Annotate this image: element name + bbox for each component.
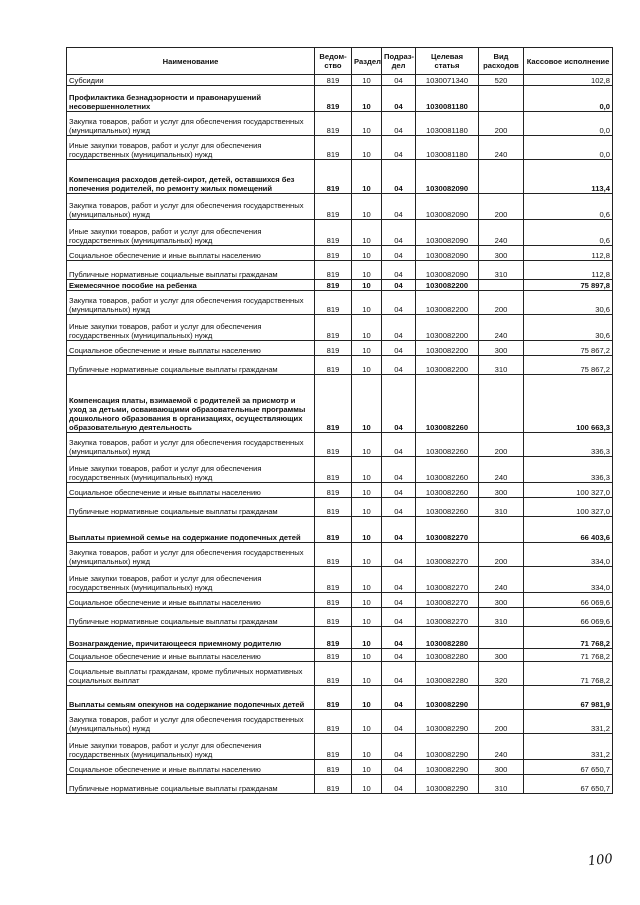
table-cell-name: Иные закупки товаров, работ и услуг для обеспечения государственных (муниципальных) нужд [67,457,315,483]
table-cell-vid: 200 [479,543,524,567]
table-cell-amount: 75 867,2 [524,341,613,356]
table-cell-name: Компенсация платы, взимаемой с родителей за присмотр и уход за детьми, осваивающими образовательные программы дошкольного образования в организациях, осуществляющих образовательную деятельность [67,375,315,433]
table-cell-target: 1030082270 [416,517,479,543]
table-row [67,517,613,543]
table-cell-amount: 331,2 [524,734,613,760]
table-cell-razdel: 10 [352,375,382,433]
table-cell-razdel: 10 [352,136,382,160]
table-row [67,220,613,246]
table-row [67,261,613,280]
table-cell-razdel: 10 [352,734,382,760]
table-cell-vedom: 819 [315,686,352,710]
table-cell-razdel: 10 [352,433,382,457]
table-cell-podrazdel: 04 [382,760,416,775]
table-cell-amount: 102,8 [524,75,613,86]
table-cell-vedom: 819 [315,627,352,649]
table-cell-podrazdel: 04 [382,291,416,315]
table-cell-name: Социальное обеспечение и иные выплаты населению [67,483,315,498]
table-cell-razdel: 10 [352,483,382,498]
table-cell-name: Социальное обеспечение и иные выплаты населению [67,246,315,261]
header-target: Целевая статья [416,48,479,75]
table-cell-podrazdel: 04 [382,457,416,483]
table-cell-podrazdel: 04 [382,498,416,517]
table-cell-target: 1030082280 [416,627,479,649]
table-cell-vedom: 819 [315,136,352,160]
table-cell-name: Закупка товаров, работ и услуг для обеспечения государственных (муниципальных) нужд [67,433,315,457]
table-cell-podrazdel: 04 [382,627,416,649]
table-cell-vid: 310 [479,498,524,517]
table-cell-target: 1030082090 [416,194,479,220]
table-cell-podrazdel: 04 [382,341,416,356]
table-cell-name: Вознаграждение, причитающееся приемному родителю [67,627,315,649]
table-cell-podrazdel: 04 [382,649,416,662]
table-cell-vedom: 819 [315,498,352,517]
table-cell-razdel: 10 [352,760,382,775]
table-cell-vid [479,160,524,194]
table-cell-name: Социальное обеспечение и иные выплаты населению [67,649,315,662]
table-cell-vedom: 819 [315,567,352,593]
table-cell-target: 1030082270 [416,567,479,593]
table-cell-podrazdel: 04 [382,375,416,433]
table-cell-amount: 67 650,7 [524,760,613,775]
table-cell-target: 1030082280 [416,649,479,662]
table-cell-razdel: 10 [352,593,382,608]
page-number: 100 [587,851,614,870]
table-cell-razdel: 10 [352,246,382,261]
table-cell-amount: 71 768,2 [524,662,613,686]
table-cell-vedom: 819 [315,280,352,291]
table-cell-razdel: 10 [352,517,382,543]
table-cell-target: 1030082290 [416,734,479,760]
table-cell-vid: 300 [479,483,524,498]
table-row [67,433,613,457]
table-cell-name: Социальное обеспечение и иные выплаты населению [67,760,315,775]
table-header-row [67,48,613,75]
table-cell-razdel: 10 [352,775,382,794]
table-cell-razdel: 10 [352,220,382,246]
table-cell-razdel: 10 [352,356,382,375]
table-cell-target: 1030082260 [416,498,479,517]
table-cell-name: Закупка товаров, работ и услуг для обеспечения государственных (муниципальных) нужд [67,112,315,136]
table-cell-razdel: 10 [352,662,382,686]
table-cell-amount: 0,6 [524,220,613,246]
table-cell-vid: 240 [479,734,524,760]
table-cell-amount: 67 981,9 [524,686,613,710]
table-cell-podrazdel: 04 [382,315,416,341]
table-cell-amount: 75 867,2 [524,356,613,375]
table-cell-razdel: 10 [352,112,382,136]
table-cell-amount: 100 663,3 [524,375,613,433]
table-cell-name: Иные закупки товаров, работ и услуг для обеспечения государственных (муниципальных) нужд [67,136,315,160]
table-cell-vid: 520 [479,75,524,86]
table-cell-name: Закупка товаров, работ и услуг для обеспечения государственных (муниципальных) нужд [67,710,315,734]
table-cell-amount: 0,0 [524,112,613,136]
table-cell-target: 1030082270 [416,593,479,608]
table-cell-vedom: 819 [315,483,352,498]
table-cell-vedom: 819 [315,760,352,775]
table-cell-razdel: 10 [352,649,382,662]
table-cell-target: 1030082290 [416,686,479,710]
table-cell-name: Выплаты семьям опекунов на содержание подопечных детей [67,686,315,710]
table-cell-amount: 71 768,2 [524,649,613,662]
table-cell-podrazdel: 04 [382,686,416,710]
table-cell-amount: 112,8 [524,261,613,280]
table-cell-target: 1030082090 [416,261,479,280]
table-cell-target: 1030082270 [416,608,479,627]
table-cell-name: Публичные нормативные социальные выплаты гражданам [67,356,315,375]
table-row [67,760,613,775]
table-cell-target: 1030082260 [416,375,479,433]
header-name: Наименование [67,48,315,75]
table-cell-target: 1030082200 [416,341,479,356]
table-cell-vid [479,686,524,710]
table-cell-vid: 240 [479,567,524,593]
table-cell-vedom: 819 [315,593,352,608]
table-row [67,543,613,567]
table-cell-amount: 30,6 [524,291,613,315]
table-row [67,662,613,686]
table-row [67,136,613,160]
table-cell-amount: 336,3 [524,433,613,457]
table-cell-podrazdel: 04 [382,662,416,686]
table-cell-vedom: 819 [315,517,352,543]
table-cell-podrazdel: 04 [382,734,416,760]
table-cell-razdel: 10 [352,498,382,517]
table-cell-target: 1030082090 [416,220,479,246]
header-kassa: Кассовое исполнение [524,48,613,75]
table-cell-podrazdel: 04 [382,710,416,734]
table-cell-vedom: 819 [315,220,352,246]
table-cell-vedom: 819 [315,246,352,261]
table-cell-vid: 240 [479,315,524,341]
table-cell-name: Публичные нормативные социальные выплаты гражданам [67,498,315,517]
table-cell-amount: 71 768,2 [524,627,613,649]
header-vid: Вид расходов [479,48,524,75]
table-cell-vid: 300 [479,246,524,261]
table-row [67,593,613,608]
table-row [67,686,613,710]
table-cell-name: Закупка товаров, работ и услуг для обеспечения государственных (муниципальных) нужд [67,194,315,220]
table-cell-podrazdel: 04 [382,246,416,261]
table-cell-target: 1030082280 [416,662,479,686]
table-cell-amount: 331,2 [524,710,613,734]
table-row [67,710,613,734]
table-cell-razdel: 10 [352,160,382,194]
table-row [67,280,613,291]
table-cell-podrazdel: 04 [382,593,416,608]
table-cell-razdel: 10 [352,457,382,483]
table-cell-vid: 240 [479,457,524,483]
table-cell-razdel: 10 [352,315,382,341]
table-row [67,775,613,794]
table-cell-razdel: 10 [352,608,382,627]
table-cell-vid: 300 [479,649,524,662]
table-row [67,75,613,86]
budget-table-sheet [66,47,612,794]
budget-table [66,47,613,794]
table-cell-target: 1030082290 [416,710,479,734]
table-cell-target: 1030081180 [416,112,479,136]
table-cell-target: 1030082270 [416,543,479,567]
table-row [67,341,613,356]
table-cell-amount: 0,0 [524,136,613,160]
table-cell-vedom: 819 [315,261,352,280]
table-cell-target: 1030081180 [416,86,479,112]
table-cell-podrazdel: 04 [382,608,416,627]
header-vedom: Ведом-ство [315,48,352,75]
table-cell-vid: 200 [479,291,524,315]
table-cell-target: 1030082290 [416,775,479,794]
table-cell-vedom: 819 [315,315,352,341]
table-cell-vedom: 819 [315,356,352,375]
table-cell-amount: 112,8 [524,246,613,261]
table-cell-podrazdel: 04 [382,775,416,794]
table-cell-name: Публичные нормативные социальные выплаты гражданам [67,261,315,280]
table-row [67,498,613,517]
table-cell-vid: 200 [479,710,524,734]
table-cell-podrazdel: 04 [382,543,416,567]
table-cell-target: 1030082200 [416,280,479,291]
table-cell-vid: 310 [479,775,524,794]
table-cell-name: Социальное обеспечение и иные выплаты населению [67,341,315,356]
table-cell-amount: 66 069,6 [524,593,613,608]
table-cell-vid [479,86,524,112]
table-cell-vedom: 819 [315,649,352,662]
table-cell-amount: 0,0 [524,86,613,112]
table-cell-vid: 200 [479,433,524,457]
table-cell-vedom: 819 [315,608,352,627]
table-cell-target: 1030082260 [416,433,479,457]
table-cell-vid: 320 [479,662,524,686]
table-cell-vid: 200 [479,194,524,220]
table-cell-target: 1030082200 [416,291,479,315]
table-cell-amount: 113,4 [524,160,613,194]
table-row [67,734,613,760]
table-cell-name: Выплаты приемной семье на содержание подопечных детей [67,517,315,543]
table-row [67,375,613,433]
table-cell-vid: 240 [479,220,524,246]
table-cell-vid [479,375,524,433]
table-cell-razdel: 10 [352,75,382,86]
table-cell-target: 1030082200 [416,315,479,341]
table-cell-name: Публичные нормативные социальные выплаты гражданам [67,775,315,794]
table-cell-razdel: 10 [352,194,382,220]
table-cell-vid: 300 [479,593,524,608]
table-cell-amount: 100 327,0 [524,483,613,498]
table-row [67,356,613,375]
table-cell-target: 1030081180 [416,136,479,160]
table-cell-vedom: 819 [315,75,352,86]
table-cell-vid: 310 [479,261,524,280]
table-cell-podrazdel: 04 [382,517,416,543]
table-cell-target: 1030082090 [416,160,479,194]
header-razdel: Раздел [352,48,382,75]
table-cell-amount: 0,6 [524,194,613,220]
table-cell-razdel: 10 [352,710,382,734]
table-cell-podrazdel: 04 [382,280,416,291]
table-cell-podrazdel: 04 [382,220,416,246]
table-cell-amount: 334,0 [524,567,613,593]
table-cell-name: Ежемесячное пособие на ребенка [67,280,315,291]
table-cell-podrazdel: 04 [382,194,416,220]
table-cell-amount: 30,6 [524,315,613,341]
table-row [67,112,613,136]
table-cell-vid: 310 [479,356,524,375]
table-cell-razdel: 10 [352,86,382,112]
table-cell-vedom: 819 [315,341,352,356]
header-podrazdel: Подраз-дел [382,48,416,75]
table-cell-vedom: 819 [315,291,352,315]
table-row [67,627,613,649]
table-cell-name: Иные закупки товаров, работ и услуг для обеспечения государственных (муниципальных) нужд [67,315,315,341]
table-cell-podrazdel: 04 [382,75,416,86]
table-cell-name: Иные закупки товаров, работ и услуг для обеспечения государственных (муниципальных) нужд [67,734,315,760]
table-row [67,567,613,593]
table-cell-name: Субсидии [67,75,315,86]
table-cell-vid: 310 [479,608,524,627]
table-cell-razdel: 10 [352,280,382,291]
table-cell-podrazdel: 04 [382,356,416,375]
table-cell-razdel: 10 [352,627,382,649]
table-cell-vedom: 819 [315,662,352,686]
table-cell-target: 1030082290 [416,760,479,775]
table-row [67,194,613,220]
table-cell-vid: 300 [479,341,524,356]
table-cell-amount: 336,3 [524,457,613,483]
table-cell-target: 1030082260 [416,457,479,483]
table-cell-vedom: 819 [315,457,352,483]
table-row [67,483,613,498]
table-cell-vid: 240 [479,136,524,160]
table-cell-vedom: 819 [315,543,352,567]
table-cell-vid [479,517,524,543]
table-cell-name: Закупка товаров, работ и услуг для обеспечения государственных (муниципальных) нужд [67,543,315,567]
table-cell-vedom: 819 [315,775,352,794]
table-cell-podrazdel: 04 [382,86,416,112]
table-cell-name: Иные закупки товаров, работ и услуг для обеспечения государственных (муниципальных) нужд [67,567,315,593]
table-cell-name: Социальное обеспечение и иные выплаты населению [67,593,315,608]
table-cell-vid [479,627,524,649]
table-cell-vedom: 819 [315,375,352,433]
table-cell-name: Компенсация расходов детей-сирот, детей, оставшихся без попечения родителей, по ремонту жилых помещений [67,160,315,194]
table-cell-amount: 67 650,7 [524,775,613,794]
table-cell-podrazdel: 04 [382,136,416,160]
table-cell-razdel: 10 [352,543,382,567]
table-cell-vid: 200 [479,112,524,136]
table-row [67,246,613,261]
table-cell-razdel: 10 [352,341,382,356]
table-cell-vedom: 819 [315,433,352,457]
table-body [67,75,613,794]
table-cell-podrazdel: 04 [382,567,416,593]
table-cell-vedom: 819 [315,86,352,112]
table-row [67,291,613,315]
table-cell-vedom: 819 [315,160,352,194]
table-cell-amount: 66 069,6 [524,608,613,627]
table-cell-podrazdel: 04 [382,160,416,194]
table-row [67,608,613,627]
table-cell-vedom: 819 [315,112,352,136]
table-cell-target: 1030082090 [416,246,479,261]
table-cell-name: Публичные нормативные социальные выплаты гражданам [67,608,315,627]
table-cell-vedom: 819 [315,194,352,220]
table-cell-razdel: 10 [352,291,382,315]
table-cell-podrazdel: 04 [382,261,416,280]
table-cell-amount: 75 897,8 [524,280,613,291]
table-cell-razdel: 10 [352,686,382,710]
table-cell-target: 1030082260 [416,483,479,498]
table-cell-amount: 334,0 [524,543,613,567]
table-row [67,649,613,662]
table-cell-amount: 100 327,0 [524,498,613,517]
table-cell-podrazdel: 04 [382,112,416,136]
table-row [67,160,613,194]
table-cell-podrazdel: 04 [382,433,416,457]
table-cell-razdel: 10 [352,261,382,280]
table-cell-name: Профилактика безнадзорности и правонарушений несовершеннолетних [67,86,315,112]
table-cell-vedom: 819 [315,734,352,760]
table-cell-vid: 300 [479,760,524,775]
table-cell-name: Закупка товаров, работ и услуг для обеспечения государственных (муниципальных) нужд [67,291,315,315]
table-cell-name: Иные закупки товаров, работ и услуг для обеспечения государственных (муниципальных) нужд [67,220,315,246]
table-row [67,86,613,112]
table-cell-vid [479,280,524,291]
table-cell-amount: 66 403,6 [524,517,613,543]
table-cell-target: 1030082200 [416,356,479,375]
table-cell-name: Социальные выплаты гражданам, кроме публичных нормативных социальных выплат [67,662,315,686]
table-row [67,457,613,483]
table-cell-razdel: 10 [352,567,382,593]
table-row [67,315,613,341]
table-cell-target: 1030071340 [416,75,479,86]
table-cell-podrazdel: 04 [382,483,416,498]
table-cell-vedom: 819 [315,710,352,734]
